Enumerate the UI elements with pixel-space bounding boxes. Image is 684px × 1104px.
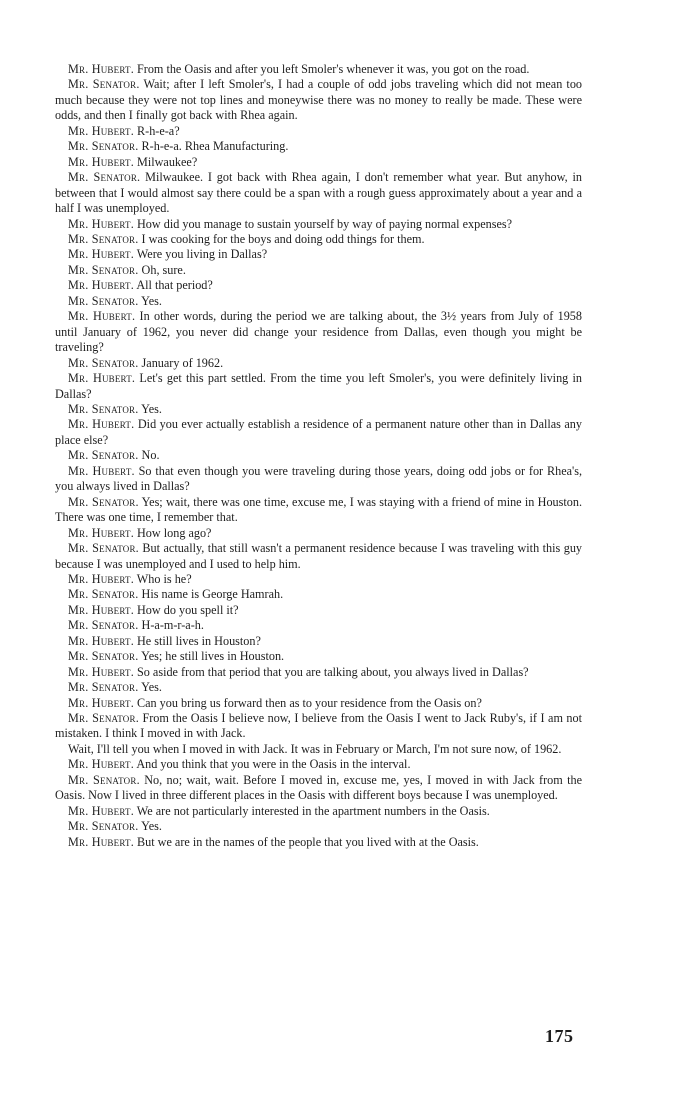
transcript-paragraph xyxy=(55,572,582,587)
speech-text: Let's get this part settled. From the time you left Smoler's, you were definitely living in Dallas? xyxy=(55,371,582,401)
speaker-label: Mr. Hubert. xyxy=(68,247,134,262)
speech-text: But actually, that still wasn't a permanent residence because I was traveling with this guy because I was unemployed and I used to help him. xyxy=(55,541,583,571)
speaker-label: Mr. Senator. xyxy=(68,77,140,92)
speaker-label: Mr. Senator. xyxy=(68,494,139,509)
transcript-paragraph xyxy=(55,835,582,850)
speech-text: Can you bring us forward then as to your residence from the Oasis on? xyxy=(137,695,482,710)
speech-text: Yes; he still lives in Houston. xyxy=(141,649,285,664)
speech-text: Yes. xyxy=(141,680,162,695)
transcript-body xyxy=(55,62,582,850)
speech-text: How did you manage to sustain yourself by way of paying normal expenses? xyxy=(137,216,513,231)
speaker-label: Mr. Hubert. xyxy=(68,278,134,293)
speaker-label: Mr. Senator. xyxy=(68,170,141,185)
speech-text: Yes. xyxy=(141,401,162,416)
transcript-paragraph xyxy=(55,603,582,618)
speech-text: So aside from that period that you are talking about, you always lived in Dallas? xyxy=(137,664,529,679)
page-number: 175 xyxy=(545,1026,574,1046)
speaker-label: Mr. Hubert. xyxy=(68,571,134,586)
speech-text: Wait, I'll tell you when I moved in with Jack. It was in February or March, I'm not sure now, of 1962. xyxy=(68,741,562,756)
speaker-label: Mr. Senator. xyxy=(68,711,139,726)
transcript-paragraph xyxy=(55,294,582,309)
transcript-paragraph xyxy=(55,232,582,247)
speech-text: Who is he? xyxy=(136,571,192,586)
speech-text: Milwaukee. I got back with Rhea again, I don't remember what year. But anyhow, in between that I would almost say there could be a span with a rough guess approximately about a year and a half I was unemployed. xyxy=(55,170,583,216)
speech-text: No. xyxy=(141,448,160,463)
transcript-paragraph xyxy=(55,541,582,572)
speech-text: I was cooking for the boys and doing odd things for them. xyxy=(141,231,425,246)
speaker-label: Mr. Hubert. xyxy=(68,695,134,710)
transcript-paragraph xyxy=(55,649,582,664)
transcript-paragraph xyxy=(55,356,582,371)
speech-text: Yes. xyxy=(141,293,162,308)
transcript-paragraph xyxy=(55,757,582,772)
speaker-label: Mr. Hubert. xyxy=(68,154,134,169)
transcript-paragraph xyxy=(55,711,582,742)
speech-text: But we are in the names of the people that you lived with at the Oasis. xyxy=(137,834,479,849)
transcript-paragraph xyxy=(55,773,582,804)
speech-text: How long ago? xyxy=(137,525,212,540)
speech-text: Did you ever actually establish a residence of a permanent nature other than in Dallas any place else? xyxy=(55,417,582,447)
speech-text: Yes. xyxy=(141,819,162,834)
speech-text: Were you living in Dallas? xyxy=(136,247,268,262)
speaker-label: Mr. Senator. xyxy=(68,587,139,602)
transcript-paragraph xyxy=(55,247,582,262)
transcript-paragraph xyxy=(55,62,582,77)
speech-text: Oh, sure. xyxy=(141,262,186,277)
transcript-paragraph xyxy=(55,278,582,293)
transcript-paragraph xyxy=(55,587,582,602)
speaker-label: Mr. Hubert. xyxy=(68,216,134,231)
speech-text: January of 1962. xyxy=(141,355,224,370)
speech-text: From the Oasis I believe now, I believe from the Oasis I went to Jack Ruby's, if I am not mistaken. I think I moved in with Jack. xyxy=(55,711,583,741)
speaker-label: Mr. Hubert. xyxy=(68,417,135,432)
speaker-label: Mr. Senator. xyxy=(68,649,139,664)
speech-text: From the Oasis and after you left Smoler's whenever it was, you got on the road. xyxy=(137,62,530,76)
transcript-paragraph xyxy=(55,665,582,680)
transcript-paragraph xyxy=(55,448,582,463)
transcript-paragraph xyxy=(55,464,582,495)
transcript-paragraph xyxy=(55,526,582,541)
speaker-label: Mr. Hubert. xyxy=(68,371,136,386)
transcript-paragraph xyxy=(55,139,582,154)
transcript-paragraph xyxy=(55,819,582,834)
speech-text: His name is George Hamrah. xyxy=(141,587,284,602)
speech-text: In other words, during the period we are talking about, the 3½ years from July of 1958 until January of 1962, you never did change your residence from Dallas, even though you might be traveling? xyxy=(55,309,582,355)
transcript-paragraph xyxy=(55,309,582,355)
speaker-label: Mr. Senator. xyxy=(68,448,139,463)
speech-text: Wait; after I left Smoler's, I had a couple of odd jobs traveling which did not mean too much because they were not top lines and moneywise there was no money to really be made. These were odds, and then I finally got back with Rhea again. xyxy=(55,77,583,123)
speaker-label: Mr. Hubert. xyxy=(68,525,134,540)
speech-text: Milwaukee? xyxy=(137,154,198,169)
transcript-paragraph xyxy=(55,804,582,819)
speech-text: How do you spell it? xyxy=(137,602,239,617)
speaker-label: Mr. Hubert. xyxy=(68,664,134,679)
transcript-paragraph xyxy=(55,155,582,170)
speech-text: He still lives in Houston? xyxy=(137,633,261,648)
transcript-paragraph xyxy=(55,634,582,649)
transcript-paragraph xyxy=(55,680,582,695)
transcript-paragraph xyxy=(55,124,582,139)
speaker-label: Mr. Senator. xyxy=(68,680,139,695)
speaker-label: Mr. Senator. xyxy=(68,541,139,556)
speaker-label: Mr. Senator. xyxy=(68,293,139,308)
speaker-label: Mr. Hubert. xyxy=(68,633,134,648)
speaker-label: Mr. Hubert. xyxy=(68,757,134,772)
transcript-paragraph xyxy=(55,495,582,526)
speaker-label: Mr. Hubert. xyxy=(68,123,134,138)
speaker-label: Mr. Senator. xyxy=(68,618,139,633)
transcript-paragraph xyxy=(55,217,582,232)
speaker-label: Mr. Senator. xyxy=(68,262,139,277)
transcript-paragraph xyxy=(55,402,582,417)
speaker-label: Mr. Senator. xyxy=(68,772,140,787)
transcript-paragraph xyxy=(55,371,582,402)
transcript-paragraph xyxy=(55,696,582,711)
speaker-label: Mr. Hubert. xyxy=(68,803,134,818)
transcript-paragraph xyxy=(55,417,582,448)
speech-text: Yes; wait, there was one time, excuse me, I was staying with a friend of mine in Houston. There was one time, I remember that. xyxy=(55,494,582,525)
speaker-label: Mr. Hubert. xyxy=(68,62,134,76)
speaker-label: Mr. Hubert. xyxy=(68,309,136,324)
speaker-label: Mr. Senator. xyxy=(68,401,139,416)
speech-text: R-h-e-a? xyxy=(137,123,180,138)
transcript-paragraph xyxy=(55,170,582,216)
transcript-paragraph xyxy=(55,77,582,123)
speech-text: All that period? xyxy=(136,278,213,293)
speaker-label: Mr. Senator. xyxy=(68,139,139,154)
speech-text: And you think that you were in the Oasis in the interval. xyxy=(136,757,411,772)
speaker-label: Mr. Hubert. xyxy=(68,834,134,849)
speech-text: No, no; wait, wait. Before I moved in, excuse me, yes, I moved in with Jack from the Oasis. Now I lived in three different places in the Oasis with different boys because I was unemployed. xyxy=(55,772,582,803)
speaker-label: Mr. Hubert. xyxy=(68,602,134,617)
speaker-label: Mr. Hubert. xyxy=(68,463,135,478)
speech-text: R-h-e-a. Rhea Manufacturing. xyxy=(141,139,289,154)
speaker-label: Mr. Senator. xyxy=(68,355,139,370)
speech-text: So that even though you were traveling during those years, doing odd jobs or for Rhea's, you always lived in Dallas? xyxy=(55,463,582,494)
transcript-paragraph xyxy=(55,742,582,757)
transcript-paragraph xyxy=(55,618,582,633)
speaker-label: Mr. Senator. xyxy=(68,231,139,246)
speaker-label: Mr. Senator. xyxy=(68,819,139,834)
transcript-paragraph xyxy=(55,263,582,278)
speech-text: H-a-m-r-a-h. xyxy=(141,618,204,633)
speech-text: We are not particularly interested in the apartment numbers in the Oasis. xyxy=(136,803,490,818)
